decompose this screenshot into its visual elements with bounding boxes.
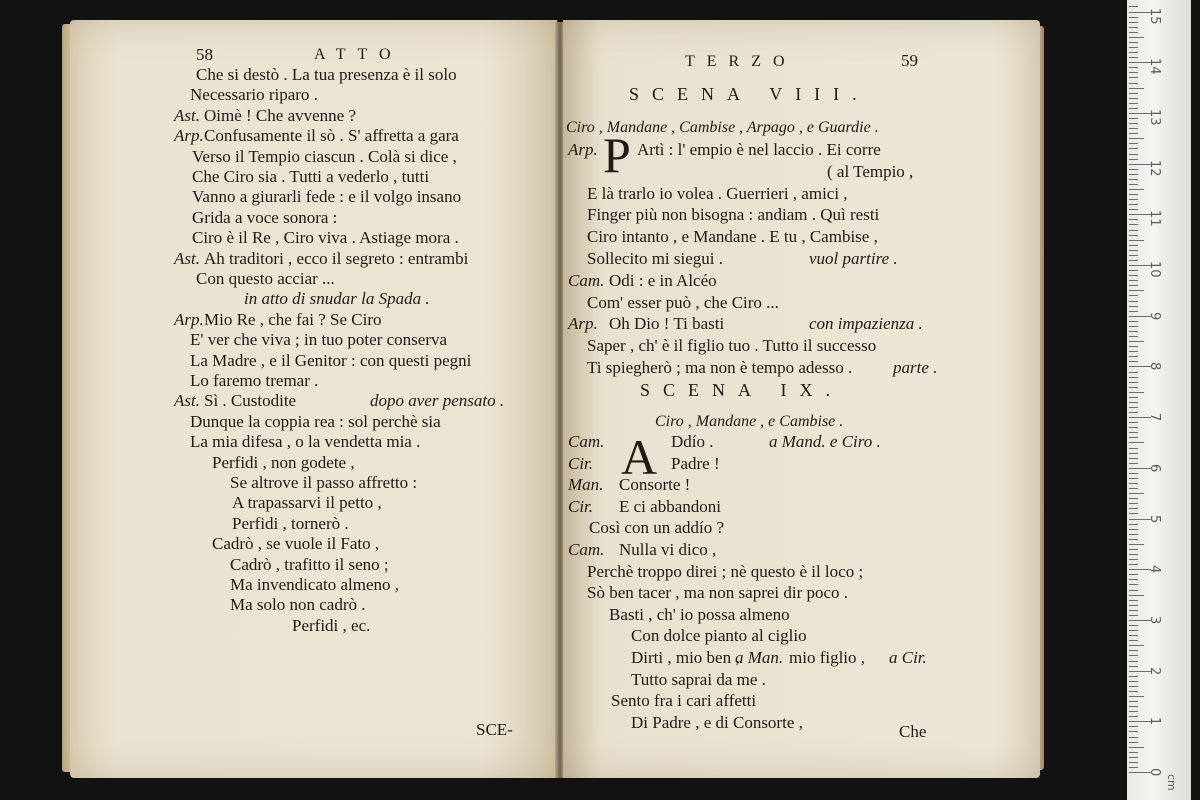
ruler-tick <box>1129 204 1138 205</box>
ruler-tick <box>1129 681 1138 682</box>
running-head-left: ATTO <box>314 46 403 63</box>
stage-direction: con impazienza . <box>809 314 923 334</box>
verse-line: Ma solo non cadrò . <box>230 595 366 615</box>
verse-line: Verso il Tempio ciascun . Colà si dice , <box>192 146 457 166</box>
ruler-label: 6 <box>1147 463 1162 473</box>
ruler-tick <box>1129 726 1138 727</box>
ruler-tick <box>1129 737 1138 738</box>
ruler-tick <box>1129 635 1138 636</box>
verse-line: Com' esser può , che Ciro ... <box>587 292 779 312</box>
verse-line: Vanno a giurarli fede : e il volgo insano <box>192 187 462 207</box>
catchword-left: SCE- <box>476 720 513 739</box>
ruler-tick <box>1129 103 1138 104</box>
ruler-tick <box>1129 306 1138 307</box>
ruler-tick <box>1129 584 1138 585</box>
stage-direction: dopo aver pensato . <box>370 391 505 411</box>
ruler-tick <box>1129 716 1138 717</box>
ruler-tick <box>1129 655 1138 656</box>
ruler-tick <box>1129 473 1138 474</box>
ruler-tick <box>1129 17 1138 18</box>
ruler-tick <box>1129 554 1138 555</box>
ruler-tick <box>1129 27 1138 28</box>
ruler-tick <box>1129 275 1138 276</box>
speaker-label: Arp. <box>174 309 204 329</box>
ruler-tick <box>1129 701 1138 702</box>
ruler-tick <box>1129 711 1138 712</box>
ruler-tick <box>1129 691 1138 692</box>
verse-line: ( al Tempio , <box>827 161 914 181</box>
verse-line: La Madre , e il Genitor : con questi pegni <box>190 350 472 370</box>
verse-line: Cadrò , se vuole il Fato , <box>212 534 380 554</box>
verse-line: Con dolce pianto al ciglio <box>631 626 807 646</box>
speaker-label: Arp. <box>568 140 598 159</box>
ruler-tick <box>1129 676 1138 677</box>
ruler-tick <box>1129 595 1144 596</box>
scene-ix-characters: Ciro , Mandane , e Cambise . <box>655 413 844 430</box>
verse-line: Sollecito mi siegui . <box>587 249 723 268</box>
verse-line: in atto di snudar la Spada . <box>244 289 430 309</box>
ruler-tick <box>1129 513 1138 514</box>
verse-line: Basti , ch' io possa almeno <box>609 604 790 624</box>
ruler-tick <box>1129 407 1138 408</box>
ruler-tick <box>1129 610 1138 611</box>
speaker-label: Ast. <box>174 248 200 268</box>
ruler-tick <box>1129 184 1138 185</box>
drop-cap-p: P <box>603 127 631 183</box>
ruler-tick <box>1129 336 1138 337</box>
ruler-tick <box>1129 72 1138 73</box>
ruler-tick <box>1129 661 1138 662</box>
ruler-tick <box>1129 488 1138 489</box>
ruler-tick <box>1129 640 1138 641</box>
ruler-tick <box>1129 219 1138 220</box>
ruler-tick <box>1129 148 1138 149</box>
ruler-tick <box>1129 752 1138 753</box>
ruler-tick <box>1129 321 1138 322</box>
ruler-tick <box>1129 326 1138 327</box>
catchword-right: Che <box>899 722 927 741</box>
verse-line: Ddío . <box>671 432 714 451</box>
ruler-tick <box>1129 382 1138 383</box>
drop-cap-a: A <box>621 429 658 485</box>
verse-line: Ciro intanto , e Mandane . E tu , Cambise , <box>587 227 878 247</box>
verse-line: Grida a voce sonora : <box>192 207 338 227</box>
ruler-tick <box>1129 564 1138 565</box>
ruler-tick <box>1129 47 1138 48</box>
ruler-tick <box>1129 250 1138 251</box>
ruler-tick <box>1129 696 1144 697</box>
ruler-tick <box>1129 534 1138 535</box>
speaker-label: Cir. <box>568 453 594 473</box>
ruler-tick <box>1129 483 1138 484</box>
ruler-tick <box>1129 600 1138 601</box>
ruler-tick <box>1129 377 1138 378</box>
ruler-tick <box>1129 351 1138 352</box>
ruler-tick <box>1129 331 1138 332</box>
ruler-tick <box>1129 549 1138 550</box>
ruler-label: 13 <box>1147 108 1162 126</box>
ruler-tick <box>1129 686 1138 687</box>
ruler-label: 11 <box>1147 210 1162 227</box>
verse-line: Confusamente il sò . S' affretta a gara <box>204 126 459 146</box>
ruler-tick <box>1129 169 1138 170</box>
ruler-tick <box>1129 397 1138 398</box>
ruler-tick <box>1129 235 1138 236</box>
ruler-label: 5 <box>1147 514 1162 523</box>
speaker-label: Cam. <box>568 270 605 290</box>
speaker-label: Ast. <box>174 391 200 411</box>
ruler-tick <box>1129 98 1138 99</box>
ruler-tick <box>1129 174 1138 175</box>
ruler-tick <box>1129 301 1138 302</box>
verse-line: Dirti , mio ben , <box>631 648 740 667</box>
ruler-tick <box>1129 478 1138 479</box>
ruler-tick <box>1129 508 1138 509</box>
page-number-right: 59 <box>901 51 918 70</box>
ruler-tick <box>1129 77 1138 78</box>
ruler-label: 4 <box>1147 565 1162 574</box>
verse-line: Ah traditori , ecco il segreto : entrambi <box>204 248 469 268</box>
ruler-tick <box>1129 245 1138 246</box>
speaker-label: Cir. <box>568 496 594 516</box>
ruler-tick <box>1129 503 1138 504</box>
verse-line: Perchè troppo direi ; nè questo è il loco ; <box>587 561 864 581</box>
ruler-tick <box>1129 52 1138 53</box>
ruler-tick <box>1129 453 1138 454</box>
verse-line: Dunque la coppia rea : sol perchè sia <box>190 411 441 431</box>
verse-line: Cadrò , trafitto il seno ; <box>230 554 389 574</box>
ruler-tick <box>1129 118 1138 119</box>
verse-line: Mio Re , che fai ? Se Ciro <box>204 309 382 329</box>
scene-viii-heading: SCENA VIII. <box>629 84 870 104</box>
ruler-label: 1 <box>1147 717 1162 726</box>
ruler-tick <box>1129 138 1144 139</box>
ruler-tick <box>1129 42 1138 43</box>
ruler-tick <box>1129 448 1138 449</box>
verse-line: Odi : e in Alcéo <box>609 270 717 290</box>
ruler-tick <box>1129 706 1138 707</box>
ruler-tick <box>1129 189 1144 190</box>
verse-line: Nulla vi dico , <box>619 540 717 559</box>
ruler-tick <box>1129 666 1138 667</box>
ruler-tick <box>1129 6 1138 7</box>
speaker-label: Cam. <box>568 540 605 559</box>
ruler-tick <box>1129 346 1138 347</box>
ruler-tick <box>1129 747 1144 748</box>
ruler-tick <box>1129 392 1144 393</box>
ruler-label: 0 <box>1147 768 1162 777</box>
verse-line: Finger più non bisogna : andiam . Quì resti <box>587 205 880 225</box>
ruler-tick <box>1129 645 1144 646</box>
speaker-label: Ast. <box>174 105 200 125</box>
verse-line: Con questo acciar ... <box>196 269 335 288</box>
speaker-label: Arp. <box>174 126 204 146</box>
ruler-tick <box>1129 57 1138 58</box>
speaker-label: Arp. <box>568 314 598 334</box>
verse-line: Se altrove il passo affretto : <box>230 473 418 492</box>
ruler-label: 9 <box>1147 311 1162 320</box>
ruler-tick <box>1129 93 1138 94</box>
ruler-tick <box>1129 412 1138 413</box>
speaker-label: Man. <box>568 475 604 495</box>
ruler-tick <box>1129 83 1138 84</box>
ruler-tick <box>1129 742 1138 743</box>
verse-line: Oh Dio ! Ti basti <box>609 314 725 334</box>
ruler-tick <box>1129 574 1138 575</box>
scene-viii-characters: Ciro , Mandane , Cambise , Arpago , e Guardie . <box>566 119 879 136</box>
verse-line: Che si destò . La tua presenza è il solo <box>196 65 457 84</box>
ruler-tick <box>1129 37 1144 38</box>
verse-line: Ti spiegherò ; ma non è tempo adesso . <box>587 358 853 377</box>
ruler-tick <box>1129 143 1138 144</box>
ruler-tick <box>1129 422 1138 423</box>
ruler-tick <box>1129 458 1138 459</box>
ruler-tick <box>1129 605 1138 606</box>
ruler-tick <box>1129 559 1138 560</box>
page-number-left: 58 <box>196 45 213 64</box>
stage-direction: a Cir. <box>889 648 927 667</box>
ruler-tick <box>1129 402 1138 403</box>
ruler-label: 12 <box>1147 159 1162 177</box>
ruler-tick <box>1129 311 1138 312</box>
ruler-tick <box>1129 762 1138 763</box>
ruler-tick <box>1129 615 1138 616</box>
ruler-tick <box>1129 442 1144 443</box>
verse-line: Perfidi , non godete , <box>212 452 355 472</box>
ruler-tick <box>1129 123 1138 124</box>
stage-direction: vuol partire . <box>809 249 898 268</box>
ruler-tick <box>1129 437 1138 438</box>
ruler-tick <box>1129 260 1138 261</box>
speaker-label: Cam. <box>568 432 605 451</box>
ruler-tick <box>1129 427 1138 428</box>
ruler-tick <box>1129 387 1138 388</box>
ruler-tick <box>1129 270 1138 271</box>
verse-line: Lo faremo tremar . <box>190 371 319 390</box>
ruler-label: 15 <box>1147 7 1162 25</box>
ruler-tick <box>1129 757 1138 758</box>
ruler-tick <box>1129 590 1138 591</box>
verse-line: Ma invendicato almeno , <box>230 575 400 594</box>
ruler-tick <box>1129 731 1138 732</box>
ruler-tick <box>1129 372 1138 373</box>
ruler-tick <box>1129 179 1138 180</box>
verse-line: Consorte ! <box>619 475 691 495</box>
ruler-tick <box>1129 625 1138 626</box>
ruler-tick <box>1129 88 1144 89</box>
ruler-tick <box>1129 154 1138 155</box>
verse-line: Tutto saprai da me . <box>631 669 766 689</box>
ruler-label: 10 <box>1147 261 1162 278</box>
ruler-tick <box>1129 199 1138 200</box>
ruler-tick <box>1129 361 1138 362</box>
ruler-label: 14 <box>1147 58 1162 75</box>
ruler-tick <box>1129 493 1144 494</box>
right-page <box>563 20 1040 778</box>
verse-line: Così con un addío ? <box>589 518 725 538</box>
running-head-right: TERZO <box>685 53 797 70</box>
ruler-tick <box>1129 498 1138 499</box>
ruler-label: 8 <box>1147 362 1162 371</box>
ruler-tick <box>1129 32 1138 33</box>
ruler-tick <box>1129 544 1144 545</box>
verse-line: Sì . Custodite <box>204 391 297 411</box>
ruler-tick <box>1129 209 1138 210</box>
verse-line: E ci abbandoni <box>619 496 721 516</box>
verse-line: Artì : l' empio è nel laccio . Ei corre <box>637 140 881 159</box>
left-page <box>70 20 557 778</box>
ruler-tick <box>1129 240 1144 241</box>
scene-ix-heading: SCENA IX. <box>640 380 844 400</box>
ruler-tick <box>1129 159 1138 160</box>
ruler-tick <box>1129 524 1138 525</box>
verse-line: E' ver che viva ; in tuo poter conserva <box>190 330 448 350</box>
verse-line: Sò ben tacer , ma non saprei dir poco . <box>587 583 849 603</box>
verse-line: Necessario riparo . <box>190 85 318 105</box>
ruler-label: 7 <box>1147 413 1162 422</box>
ruler-tick <box>1129 255 1138 256</box>
ruler-tick <box>1129 224 1138 225</box>
ruler-tick <box>1129 295 1138 296</box>
ruler-tick <box>1129 767 1138 768</box>
ruler-tick <box>1129 539 1138 540</box>
verse-line: La mia difesa , o la vendetta mia . <box>190 432 421 452</box>
ruler-tick <box>1129 67 1138 68</box>
verse-line: Sento fra i cari affetti <box>611 691 757 711</box>
ruler-tick <box>1129 128 1138 129</box>
ruler-tick <box>1129 285 1138 286</box>
verse-line: Che Ciro sia . Tutti a vederlo , tutti <box>192 167 430 186</box>
ruler-tick <box>1129 356 1138 357</box>
verse-line: Saper , ch' è il figlio tuo . Tutto il successo <box>587 336 877 356</box>
verse-line: mio figlio , <box>789 648 866 667</box>
ruler-unit: cm <box>1165 774 1178 791</box>
verse-line: Padre ! <box>671 453 720 473</box>
ruler-tick <box>1129 432 1138 433</box>
stage-direction: a Mand. e Ciro . <box>769 432 881 451</box>
ruler-tick <box>1129 630 1138 631</box>
ruler-tick <box>1129 463 1138 464</box>
verse-line: Di Padre , e di Consorte , <box>631 712 803 732</box>
ruler-label: 2 <box>1147 666 1162 675</box>
ruler-tick <box>1129 133 1138 134</box>
ruler-tick <box>1129 579 1138 580</box>
stage-direction: a Man. <box>735 648 784 667</box>
ruler-tick <box>1129 650 1138 651</box>
verse-line: A trapassarvi il petto , <box>232 493 382 513</box>
verse-line: Perfidi , ec. <box>292 615 371 635</box>
ruler-tick <box>1129 280 1138 281</box>
ruler-tick <box>1129 529 1138 530</box>
verse-line: E là trarlo io volea . Guerrieri , amici , <box>587 183 848 203</box>
ruler-tick <box>1129 341 1144 342</box>
ruler-tick <box>1129 194 1138 195</box>
ruler-tick <box>1129 290 1144 291</box>
verse-line: Ciro è il Re , Ciro viva . Astiage mora . <box>192 228 459 248</box>
verse-line: Perfidi , tornerò . <box>232 513 349 533</box>
stage-direction: parte . <box>893 358 938 377</box>
verse-line: Oimè ! Che avvenne ? <box>204 105 356 125</box>
ruler-tick <box>1129 108 1138 109</box>
ruler-label: 3 <box>1147 615 1162 625</box>
ruler-tick <box>1129 22 1138 23</box>
ruler-tick <box>1129 230 1138 231</box>
